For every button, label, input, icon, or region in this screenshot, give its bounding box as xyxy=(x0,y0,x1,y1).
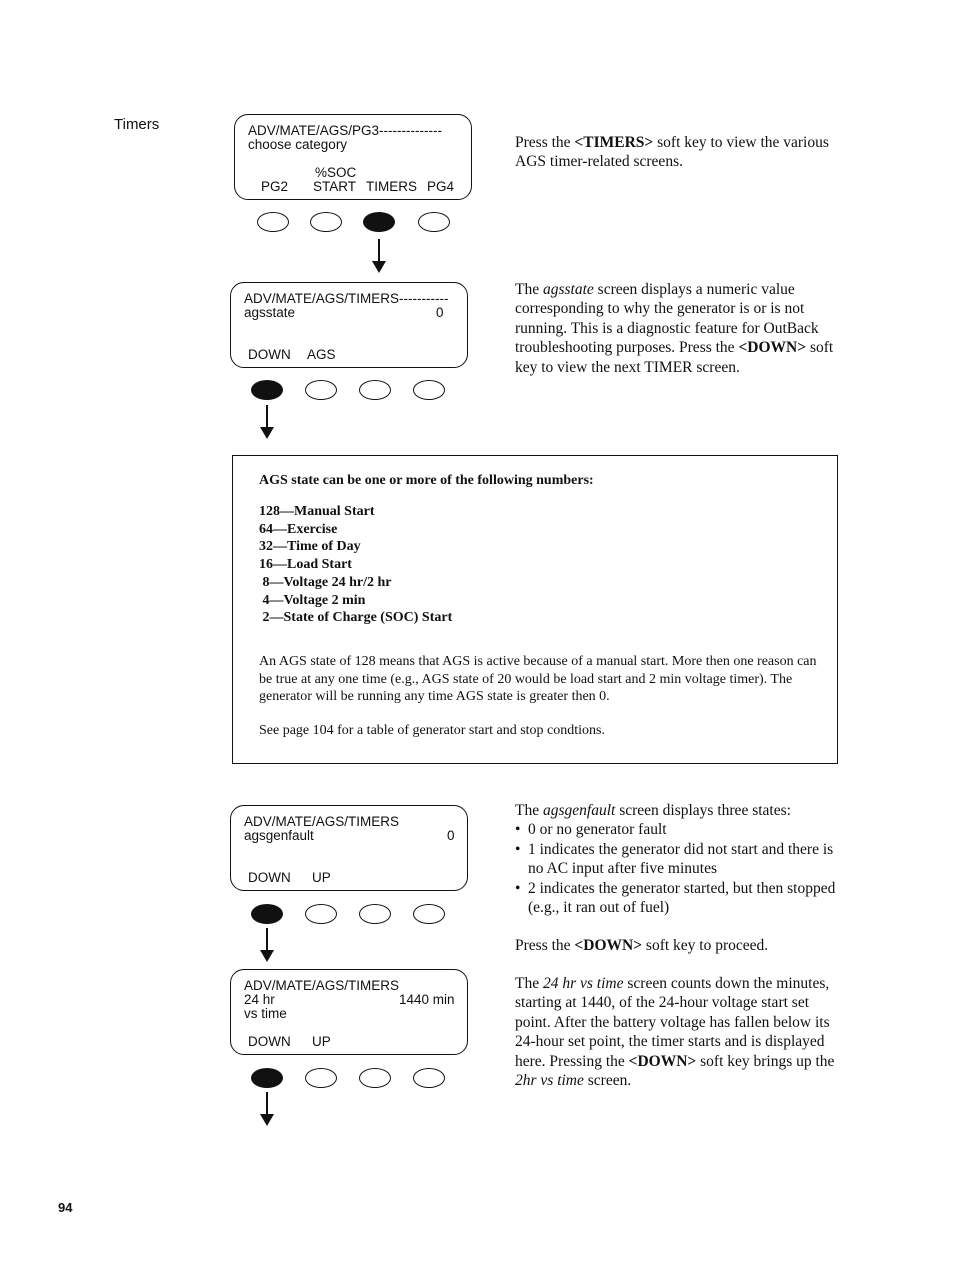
screen-title: ADV/MATE/AGS/TIMERS xyxy=(244,978,400,993)
softkey-label-up: UP xyxy=(312,1034,331,1049)
section-label: Timers xyxy=(114,116,160,133)
soft-key-1-pressed[interactable] xyxy=(251,380,283,400)
softkey-label-timers: TIMERS xyxy=(366,179,418,194)
agsgenfault-description: The agsgenfault screen displays three states: • 0 or no generator fault • 1 indicates the generator did not start and there is no AC input after five minutes • 2 indicates the generator started, but then stopped (e.g., it ran out of fuel) Press the <DOWN> soft key to proceed. xyxy=(515,801,845,956)
list-item: 64—Exercise xyxy=(259,521,338,537)
vs-time-description: The 24 hr vs time screen counts down the minutes, starting at 1440, of the 24-hour voltage start set point. After the battery voltage has fallen below its 24-hour set point, the timer starts and is displayed here. Pressing the <DOWN> soft key brings up the 2hr vs time screen. xyxy=(515,975,835,1090)
softkey-label-ags: AGS xyxy=(307,347,336,362)
lcd-screen-pg3 xyxy=(234,114,472,200)
ags-state-list xyxy=(259,503,452,627)
lcd-screen-agsstate xyxy=(230,282,468,368)
soft-key-3[interactable] xyxy=(359,1068,391,1088)
soft-key-4[interactable] xyxy=(413,904,445,924)
soft-key-3[interactable] xyxy=(359,904,391,924)
screen-line2: 24 hr xyxy=(244,992,275,1007)
soft-key-3-pressed[interactable] xyxy=(363,212,395,232)
down-arrow-icon xyxy=(260,1092,274,1126)
soft-key-1-pressed[interactable] xyxy=(251,904,283,924)
soft-key-1-pressed[interactable] xyxy=(251,1068,283,1088)
screen-line3: vs time xyxy=(244,1006,287,1021)
softkey-label-pg4: PG4 xyxy=(427,179,455,194)
ags-state-info-box xyxy=(232,455,838,764)
list-item: 16—Load Start xyxy=(259,557,352,573)
screen-title: ADV/MATE/AGS/TIMERS----------- xyxy=(244,291,449,306)
agsstate-description: The agsstate screen displays a numeric value corresponding to why the generator is or is not running. This is a diagnostic feature for OutBack troubleshooting purposes. Press the <DOWN> soft key to view the next TIMER screen. xyxy=(515,281,834,376)
down-arrow-icon xyxy=(372,239,386,273)
page-number: 94 xyxy=(58,1200,73,1215)
lcd-screen-agsgenfault xyxy=(230,805,468,891)
screen-line2: agsstate xyxy=(244,305,296,320)
softkey-label-down: DOWN xyxy=(248,1034,291,1049)
list-item: 128—Manual Start xyxy=(259,504,375,519)
down-arrow-icon xyxy=(260,928,274,962)
soft-key-2[interactable] xyxy=(305,1068,337,1088)
list-item: 32—Time of Day xyxy=(259,539,361,555)
key-name: <TIMERS> xyxy=(574,134,654,151)
screen-line2: choose category xyxy=(248,137,348,152)
screen-value: 0 xyxy=(447,828,455,843)
soft-key-4[interactable] xyxy=(413,380,445,400)
screen-line3: %SOC xyxy=(315,165,357,180)
soft-key-2[interactable] xyxy=(305,904,337,924)
key-name: <DOWN> xyxy=(738,339,807,357)
soft-key-2[interactable] xyxy=(305,380,337,400)
list-item: 4—Voltage 2 min xyxy=(259,592,366,608)
list-item: • 0 or no generator fault xyxy=(515,820,845,839)
softkey-label-pg2: PG2 xyxy=(261,179,289,194)
softkey-label-down: DOWN xyxy=(248,870,291,885)
screen-title: ADV/MATE/AGS/TIMERS xyxy=(244,814,400,829)
info-paragraph: An AGS state of 128 means that AGS is active because of a manual start. More then one reason can be true at any one time (e.g., AGS state of 20 would be load start and 2 min voltage timer). The generator will be running any time AGS state is greater then 0. xyxy=(259,654,817,705)
soft-key-3[interactable] xyxy=(359,380,391,400)
list-item: 2—State of Charge (SOC) Start xyxy=(259,610,453,626)
lcd-screen-24hr-vs-time xyxy=(230,969,468,1055)
screen-line2: agsgenfault xyxy=(244,828,314,843)
screen-title: ADV/MATE/AGS/PG3-------------- xyxy=(248,123,442,138)
screen-value: 1440 min xyxy=(399,992,455,1007)
list-item: 8—Voltage 24 hr/2 hr xyxy=(259,574,392,590)
list-item: • 2 indicates the generator started, but then stopped (e.g., it ran out of fuel) xyxy=(515,879,845,918)
key-name: <DOWN> xyxy=(628,1052,697,1070)
down-arrow-icon xyxy=(260,405,274,439)
info-heading: AGS state can be one or more of the following numbers: xyxy=(259,473,594,488)
soft-key-4[interactable] xyxy=(418,212,450,232)
screen-value: 0 xyxy=(436,305,444,320)
key-name: <DOWN> xyxy=(574,937,643,955)
info-reference: See page 104 for a table of generator start and stop condtions. xyxy=(259,723,606,738)
soft-key-4[interactable] xyxy=(413,1068,445,1088)
list-item: • 1 indicates the generator did not start and there is no AC input after five minutes xyxy=(515,840,845,879)
fault-state-list xyxy=(515,820,845,917)
softkey-label-start: START xyxy=(313,179,357,194)
soft-key-1[interactable] xyxy=(257,212,289,232)
softkey-label-up: UP xyxy=(312,870,331,885)
soft-key-2[interactable] xyxy=(310,212,342,232)
timers-description: Press the <TIMERS> soft key to view the various AGS timer-related screens. xyxy=(515,134,829,171)
softkey-label-down: DOWN xyxy=(248,347,291,362)
